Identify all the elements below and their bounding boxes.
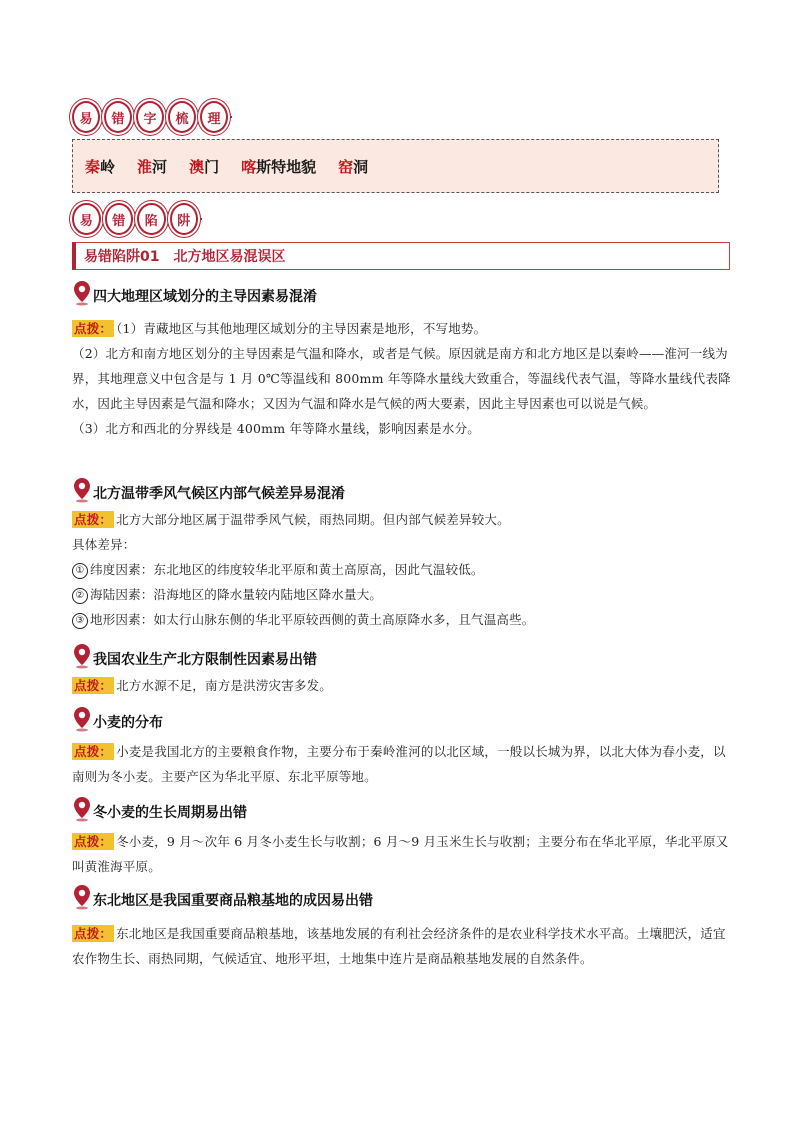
item-heading: 东北地区是我国重要商品粮基地的成因易出错: [72, 884, 373, 910]
number-badge: ①: [72, 563, 88, 579]
tip-label: 点拨：: [74, 512, 113, 527]
item-body: [72, 316, 732, 441]
item-heading: 四大地理区域划分的主导因素易混淆: [72, 280, 317, 306]
header-char-badge: 陷: [137, 203, 166, 235]
header-char-badge: 字: [136, 101, 164, 133]
body-line: 点拨： 北方水源不足，南方是洪涝灾害多发。: [74, 678, 333, 693]
body-line: 具体差异：: [72, 537, 136, 552]
body-line: 点拨： 东北地区是我国重要商品粮基地，该基地发展的有利社会经济条件的是农业科学技术水平高。土壤肥沃，适宜农作物生长、雨热同期，气候适宜、地形平坦，土地集中连片是商品粮基地发展的自然条件。: [72, 926, 726, 966]
tip-label: 点拨：: [74, 834, 113, 849]
header-char-badge: 阱: [170, 203, 199, 235]
trap-title-bar: [72, 242, 730, 270]
header-char-badge: 易: [72, 101, 100, 133]
location-pin-icon: [72, 706, 92, 732]
item-body: [72, 739, 732, 789]
item-heading: 我国农业生产北方限制性因素易出错: [72, 643, 317, 669]
tip-label: 点拨：: [74, 926, 113, 941]
header-char-badge: 错: [105, 203, 134, 235]
error-word: 澳门: [189, 157, 220, 176]
body-line: 点拨： 北方大部分地区属于温带季风气候，雨热同期。但内部气候差异较大。: [74, 512, 510, 527]
body-line: ① 纬度因素：东北地区的纬度较华北平原和黄土高原高，因此气温较低。: [72, 557, 732, 582]
tip-label: 点拨：: [74, 321, 113, 336]
body-line: （2）北方和南方地区划分的主导因素是气温和降水，或者是气候。原因就是南方和北方地区是以秦岭——淮河一线为界，其地理意义中包含是与 1 月 0℃等温线和 800mm 年等降水量线大致重合，等温线代表气温，等降水量线代表降水，因此主导因素是气温和降水；又因为气温和降水是气候的两大要素，因此主导因素也可以说是气候。: [72, 346, 731, 411]
item-body: [72, 673, 732, 698]
body-line: 点拨： 冬小麦，9 月～次年 6 月冬小麦生长与收割；6 月～9 月玉米生长与收割；主要分布在华北平原，华北平原又叫黄淮海平原。: [72, 834, 729, 874]
error-word: 喀斯特地貌: [241, 157, 317, 176]
location-pin-icon: [72, 643, 92, 669]
item-body: [72, 507, 732, 632]
item-heading: 北方温带季风气候区内部气候差异易混淆: [72, 477, 345, 503]
section-header-error-words: [72, 101, 232, 133]
body-line: 点拨： （1）青藏地区与其他地理区域划分的主导因素是地形，不写地势。: [74, 321, 487, 336]
number-badge: ③: [72, 613, 88, 629]
location-pin-icon: [72, 884, 92, 910]
item-heading: 小麦的分布: [72, 706, 163, 732]
location-pin-icon: [72, 280, 92, 306]
body-line: （3）北方和西北的分界线是 400mm 年等降水量线，影响因素是水分。: [72, 421, 480, 436]
trap-title: 易错陷阱01 北方地区易混误区: [84, 249, 286, 265]
header-char-badge: 易: [72, 203, 101, 235]
error-word: 秦岭: [85, 157, 116, 176]
location-pin-icon: [72, 477, 92, 503]
number-badge: ②: [72, 588, 88, 604]
body-line: ③ 地形因素：如太行山脉东侧的华北平原较西侧的黄土高原降水多，且气温高些。: [72, 607, 732, 632]
tip-label: 点拨：: [74, 678, 113, 693]
header-char-badge: 错: [104, 101, 132, 133]
header-char-badge: 理: [200, 101, 228, 133]
error-words-box: [72, 139, 719, 193]
body-line: ② 海陆因素：沿海地区的降水量较内陆地区降水量大。: [72, 582, 732, 607]
header-char-badge: 梳: [168, 101, 196, 133]
item-body: [72, 921, 732, 971]
item-heading: 冬小麦的生长周期易出错: [72, 796, 247, 822]
error-word: 窑洞: [338, 157, 369, 176]
item-body: [72, 829, 732, 879]
section-header-error-traps: [72, 203, 202, 235]
tip-label: 点拨：: [74, 744, 113, 759]
location-pin-icon: [72, 796, 92, 822]
error-word: 淮河: [137, 157, 168, 176]
body-line: 点拨： 小麦是我国北方的主要粮食作物，主要分布于秦岭淮河的以北区域，一般以长城为界，以北大体为春小麦，以南则为冬小麦。主要产区为华北平原、东北平原等地。: [72, 744, 726, 784]
